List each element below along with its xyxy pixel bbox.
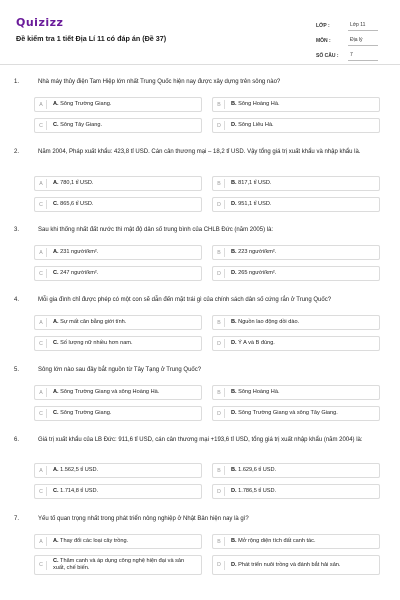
question-3 [14, 226, 386, 277]
option-d[interactable] [212, 555, 380, 575]
option-text [53, 467, 98, 474]
option-text [53, 180, 93, 187]
option-label: 865,6 tỉ USD. [60, 200, 94, 207]
option-key: C. [53, 558, 59, 564]
question-number: 1. [14, 79, 20, 85]
option-label: Phát triển nuôi trồng và đánh bắt hải sản. [238, 561, 341, 568]
option-letter: C [36, 339, 47, 348]
option-letter: B [214, 100, 225, 109]
option-key: D. [231, 561, 237, 568]
question-6 [14, 436, 386, 495]
option-row [34, 266, 380, 281]
option-text [231, 249, 276, 256]
option-key: A. [53, 537, 59, 544]
option-a[interactable] [34, 385, 202, 400]
option-label: Sông Trường Giang. [60, 100, 112, 107]
question-number: 7. [14, 516, 20, 522]
option-label: Sông Liêu Hà. [238, 121, 274, 128]
question-text: Sau khi thống nhất đất nước thì mật độ dân số trung bình của CHLB Đức (năm 2005) là: [38, 227, 274, 233]
option-a[interactable] [34, 97, 202, 112]
option-letter: C [36, 200, 47, 209]
worksheet-title: Đề kiểm tra 1 tiết Địa Lí 11 có đáp án (Đề 37) [16, 34, 167, 43]
option-text [231, 180, 271, 187]
option-letter: A [36, 179, 47, 188]
option-letter: D [214, 200, 225, 209]
option-c[interactable] [34, 197, 202, 212]
option-c[interactable] [34, 555, 202, 575]
option-key: C. [53, 200, 59, 207]
option-b[interactable] [212, 385, 380, 400]
option-row [34, 118, 380, 133]
question-head [14, 226, 386, 235]
option-letter: A [36, 100, 47, 109]
meta-subject-row [316, 31, 378, 46]
option-text [53, 101, 111, 108]
option-key: C. [53, 409, 59, 416]
option-row [34, 197, 380, 212]
question-text: Yếu tố quan trọng nhất trong phát triển nông nghiệp ở Nhật Bản hiện nay là gì? [38, 516, 249, 522]
option-text [53, 122, 102, 129]
option-text [53, 270, 98, 277]
option-key: D. [231, 121, 237, 128]
option-letter: D [214, 121, 225, 130]
option-b[interactable] [212, 315, 380, 330]
option-letter: A [36, 537, 47, 546]
option-text [231, 467, 276, 474]
option-row [34, 245, 380, 260]
option-letter: A [36, 318, 47, 327]
question-head [14, 78, 386, 87]
question-text: Năm 2004, Pháp xuất khẩu: 423,8 tỉ USD. Cán cân thương mại – 18,2 tỉ USD. Vậy tổng giá trị xuất khẩu và nhập khẩu là. [38, 149, 361, 155]
option-letter: D [214, 561, 225, 570]
option-letter: C [36, 487, 47, 496]
question-number: 5. [14, 367, 20, 373]
question-count-label: SỐ CÂU : [316, 53, 339, 59]
option-key: D. [231, 409, 237, 416]
option-d[interactable] [212, 266, 380, 281]
question-text: Giá trị xuất khẩu của LB Đức: 911,6 tỉ USD, cán cân thương mại +193,6 tỉ USD, tổng giá trị xuất nhập khẩu (năm 2004) là: [38, 437, 363, 443]
option-text [53, 538, 128, 545]
option-key: D. [231, 339, 237, 346]
option-text [231, 340, 275, 347]
question-text: Sông lớn nào sau đây bắt nguồn từ Tây Tạng ở Trung Quốc? [38, 367, 202, 373]
option-letter: C [36, 121, 47, 130]
option-text [53, 201, 93, 208]
question-5 [14, 366, 386, 417]
option-key: A. [53, 179, 59, 186]
option-label: 223 người/km². [238, 248, 277, 255]
option-row [34, 463, 380, 478]
option-label: 247 người/km². [60, 269, 99, 276]
option-label: Sông Hoàng Hà. [238, 388, 280, 395]
option-b[interactable] [212, 534, 380, 549]
option-letter: B [214, 466, 225, 475]
option-d[interactable] [212, 118, 380, 133]
option-row [34, 406, 380, 421]
option-text [53, 488, 98, 495]
quizizz-logo: Quizizz [16, 16, 64, 29]
meta-count-row [316, 46, 378, 61]
option-label: Mở rộng diện tích đất canh tác. [238, 537, 316, 544]
question-head [14, 296, 386, 305]
option-text [53, 410, 111, 417]
option-text [231, 389, 280, 396]
option-row [34, 97, 380, 112]
option-letter: B [214, 318, 225, 327]
option-c[interactable] [34, 336, 202, 351]
option-key: C. [53, 269, 59, 276]
option-text [53, 389, 159, 396]
option-key: C. [53, 339, 59, 346]
option-label: Sông Trường Giang và sông Tây Giang. [238, 409, 338, 416]
option-key: A. [53, 466, 59, 473]
option-key: A. [53, 388, 59, 395]
option-letter: A [36, 248, 47, 257]
option-key: B. [231, 318, 237, 325]
option-label: Thâm canh và áp dụng công nghệ hiện đại và sản xuất, chế biến. [53, 558, 185, 572]
option-text [231, 101, 280, 108]
question-head [14, 515, 386, 524]
option-key: D. [231, 269, 237, 276]
option-label: 265 người/km². [238, 269, 277, 276]
option-text [53, 249, 98, 256]
option-row [34, 336, 380, 351]
option-b[interactable] [212, 97, 380, 112]
option-text [231, 538, 316, 545]
option-row [34, 534, 380, 549]
option-c[interactable] [34, 406, 202, 421]
option-letter: A [36, 388, 47, 397]
option-row [34, 176, 380, 191]
option-letter: D [214, 487, 225, 496]
option-d[interactable] [212, 406, 380, 421]
option-label: Thay đổi các loại cây trồng. [60, 537, 129, 544]
option-c[interactable] [34, 484, 202, 499]
worksheet-meta [316, 16, 378, 61]
option-d[interactable] [212, 336, 380, 351]
option-key: A. [53, 248, 59, 255]
option-letter: C [36, 561, 47, 570]
question-7 [14, 515, 386, 572]
option-d[interactable] [212, 197, 380, 212]
option-text [53, 558, 197, 572]
option-d[interactable] [212, 484, 380, 499]
question-1 [14, 78, 386, 129]
option-key: B. [231, 100, 237, 107]
option-key: B. [231, 248, 237, 255]
option-label: Sông Trường Giang và sông Hoàng Hà. [60, 388, 160, 395]
option-label: 780,1 tỉ USD. [60, 179, 94, 186]
option-key: A. [53, 318, 59, 325]
option-letter: C [36, 269, 47, 278]
option-label: Ý A và B đúng. [238, 339, 275, 346]
question-number: 4. [14, 297, 20, 303]
option-text [231, 562, 340, 569]
question-number: 6. [14, 437, 20, 443]
option-key: B. [231, 537, 237, 544]
class-label: LỚP : [316, 23, 330, 29]
option-a[interactable] [34, 463, 202, 478]
option-label: Sông Trường Giang. [60, 409, 112, 416]
option-letter: D [214, 269, 225, 278]
option-letter: C [36, 409, 47, 418]
option-label: 1.786,5 tỉ USD. [238, 487, 277, 494]
option-a[interactable] [34, 176, 202, 191]
option-text [231, 270, 276, 277]
subject-label: MÔN : [316, 38, 331, 44]
question-2 [14, 148, 386, 208]
class-value: Lớp 11 [348, 22, 378, 31]
option-b[interactable] [212, 245, 380, 260]
option-letter: A [36, 466, 47, 475]
question-number: 3. [14, 227, 20, 233]
option-label: Sông Tây Giang. [60, 121, 103, 128]
question-head [14, 436, 386, 445]
option-label: Số lượng nữ nhiều hơn nam. [60, 339, 133, 346]
question-text: Nhà máy thủy điện Tam Hiệp lớn nhất Trung Quốc hiện nay được xây dựng trên sông nào? [38, 79, 281, 85]
option-key: C. [53, 487, 59, 494]
option-key: B. [231, 388, 237, 395]
question-head [14, 366, 386, 375]
option-key: A. [53, 100, 59, 107]
option-label: Sự mất cân bằng giới tính. [60, 318, 127, 325]
option-key: B. [231, 466, 237, 473]
option-letter: B [214, 248, 225, 257]
option-a[interactable] [34, 245, 202, 260]
meta-class-row [316, 16, 378, 31]
option-label: 231 người/km². [60, 248, 99, 255]
option-label: Nguồn lao động dồi dào. [238, 318, 300, 325]
option-c[interactable] [34, 266, 202, 281]
header-divider [0, 64, 400, 65]
option-letter: B [214, 179, 225, 188]
option-text [231, 410, 338, 417]
question-4 [14, 296, 386, 347]
option-label: Sông Hoàng Hà. [238, 100, 280, 107]
option-letter: D [214, 409, 225, 418]
option-key: B. [231, 179, 237, 186]
option-label: 1.714,8 tỉ USD. [60, 487, 99, 494]
question-text: Mỗi gia đình chỉ được phép có một con sẽ dẫn đến mặt trái gì của chính sách dân số cứng rắn ở Trung Quốc? [38, 297, 332, 303]
option-key: C. [53, 121, 59, 128]
question-number: 2. [14, 149, 20, 155]
option-letter: B [214, 537, 225, 546]
option-key: D. [231, 200, 237, 207]
option-text [231, 201, 271, 208]
option-text [231, 488, 276, 495]
option-letter: B [214, 388, 225, 397]
option-c[interactable] [34, 118, 202, 133]
option-row [34, 484, 380, 499]
option-a[interactable] [34, 534, 202, 549]
subject-value: Địa lý [348, 37, 378, 46]
option-label: 817,1 tỉ USD. [238, 179, 272, 186]
option-letter: D [214, 339, 225, 348]
option-row [34, 385, 380, 400]
option-label: 1.562,5 tỉ USD. [60, 466, 99, 473]
option-row [34, 555, 380, 575]
option-text [53, 319, 126, 326]
option-key: D. [231, 487, 237, 494]
option-a[interactable] [34, 315, 202, 330]
option-row [34, 315, 380, 330]
option-label: 1.629,6 tỉ USD. [238, 466, 277, 473]
option-text [53, 340, 133, 347]
option-label: 951,1 tỉ USD. [238, 200, 272, 207]
question-count-value: 7 [348, 52, 378, 61]
question-head [14, 148, 386, 157]
option-b[interactable] [212, 176, 380, 191]
option-text [231, 319, 299, 326]
option-b[interactable] [212, 463, 380, 478]
option-text [231, 122, 274, 129]
